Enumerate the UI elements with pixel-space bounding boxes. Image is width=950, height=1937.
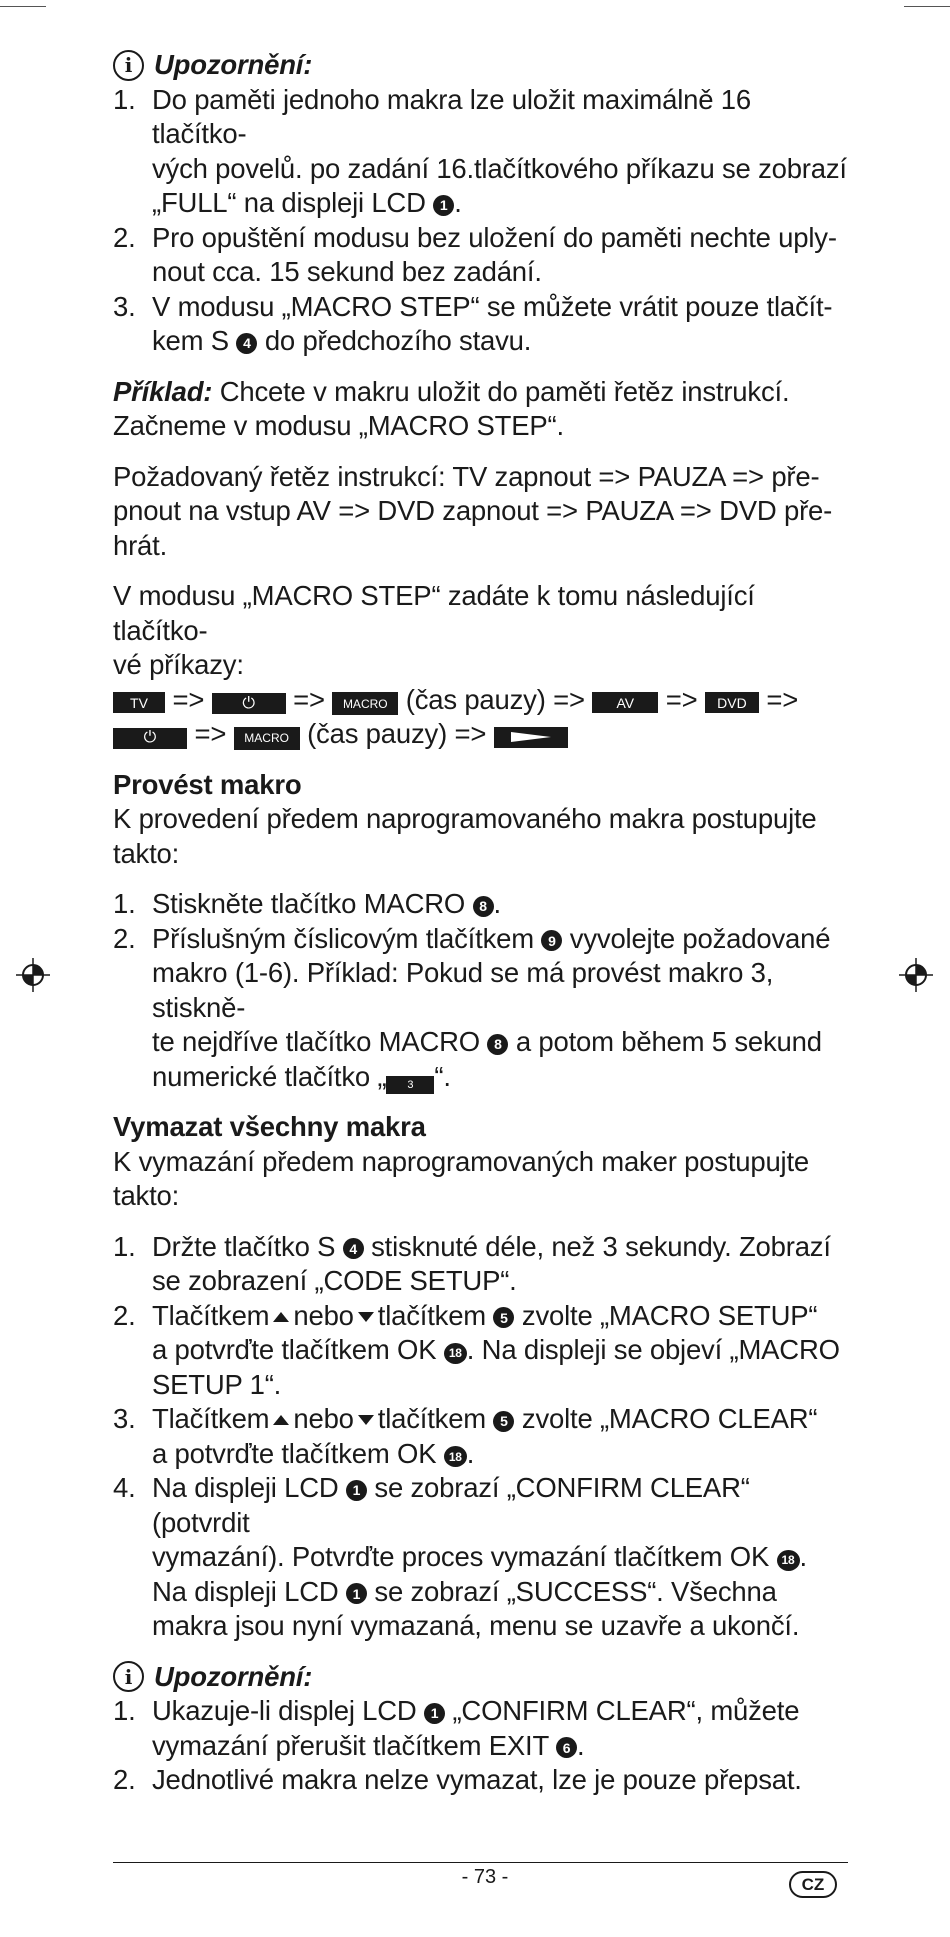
- note-heading-2: [113, 1660, 848, 1695]
- macro-key-icon: MACRO: [234, 727, 300, 750]
- av-key-icon: AV: [592, 692, 658, 713]
- play-key-icon: [494, 727, 568, 748]
- list-item: 2. Jednotlivé makra nelze vymazat, lze je pouze přepsat.: [113, 1764, 802, 1795]
- list-item: 1. Stiskněte tlačítko MACRO 8 .: [113, 888, 501, 919]
- page-content: [113, 48, 848, 1798]
- run-macro-intro: K provedení předem naprogramovaného makra postupujte takto:: [113, 803, 817, 869]
- ref-number-icon: 1: [433, 195, 454, 216]
- macro-step-paragraph: V modusu „MACRO STEP“ zadáte k tomu následující tlačítko- vé příkazy: TV => ⏻ => MACRO (čas pauzy) => AV => DVD => ⏻ => MACRO (čas pauzy) =>: [113, 580, 799, 749]
- clear-macros-list: [113, 1230, 848, 1644]
- list-item: 3. V modusu „MACRO STEP“ se můžete vrátit pouze tlačít- kem S 4 do předchozího stavu.: [113, 290, 833, 356]
- ref-number-icon: 1: [424, 1703, 445, 1724]
- example-label: Příklad:: [113, 375, 213, 407]
- ref-number-icon: 1: [346, 1480, 367, 1501]
- ref-number-icon: 4: [236, 333, 257, 354]
- info-icon: i: [113, 1661, 144, 1692]
- list-item: 1. Držte tlačítko S 4 stisknuté déle, než 3 sekundy. Zobrazí se zobrazení „CODE SETUP“.: [113, 1230, 831, 1296]
- list-item: 1. Ukazuje-li displej LCD 1 „CONFIRM CLEAR“, můžete vymazání přerušit tlačítkem EXIT 6 .: [113, 1695, 800, 1761]
- info-icon: i: [113, 50, 144, 81]
- ref-number-icon: 18: [444, 1446, 467, 1467]
- ref-number-icon: 18: [444, 1343, 467, 1364]
- chain-paragraph: Požadovaný řetěz instrukcí: TV zapnout => PAUZA => pře- pnout na vstup AV => DVD zapnout => PAUZA => DVD pře- hrát.: [113, 460, 833, 561]
- ref-number-icon: 6: [556, 1737, 577, 1758]
- crop-mark-left: [0, 6, 46, 7]
- tv-key-icon: TV: [113, 692, 165, 713]
- note-list-1: [113, 83, 848, 359]
- note-heading-1: [113, 48, 848, 83]
- ref-number-icon: 5: [493, 1307, 514, 1328]
- ref-number-icon: 8: [487, 1034, 508, 1055]
- crop-mark-right: [904, 6, 950, 7]
- run-macro-list: [113, 887, 848, 1094]
- list-item: 4. Na displeji LCD 1 se zobrazí „CONFIRM CLEAR“ (potvrdit vymazání). Potvrďte proces vymazání tlačítkem OK 18 . Na displeji LCD 1 se zobrazí „SUCCESS“. Všechna makra jsou nyní vymazaná, menu se uzavře a ukončí.: [113, 1472, 807, 1641]
- note-title: Upozornění:: [154, 1660, 313, 1692]
- example-paragraph: Příklad: Chcete v makru uložit do paměti řetěz instrukcí. Začneme v modusu „MACRO STEP“.: [113, 375, 790, 441]
- power-key-icon: ⏻: [113, 728, 187, 749]
- registration-mark-right-icon: [899, 958, 933, 992]
- ref-number-icon: 4: [343, 1238, 364, 1259]
- note-title: Upozornění:: [154, 49, 313, 80]
- ref-number-icon: 8: [473, 896, 494, 917]
- list-item: 3. Tlačítkem nebo tlačítkem 5 zvolte „MACRO CLEAR“ a potvrďte tlačítkem OK 18 .: [113, 1403, 818, 1469]
- ref-number-icon: 5: [493, 1411, 514, 1432]
- arrow-up-icon: [273, 1312, 289, 1322]
- list-item: 2. Pro opuštění modusu bez uložení do paměti nechte uply- nout cca. 15 sekund bez zadání.: [113, 221, 837, 287]
- registration-mark-left-icon: [16, 958, 50, 992]
- note-list-2: [113, 1694, 848, 1798]
- ref-number-icon: 18: [777, 1550, 800, 1571]
- arrow-down-icon: [358, 1312, 374, 1322]
- list-item: 1. Do paměti jednoho makra lze uložit maximálně 16 tlačítko- vých povelů. po zadání 16.tlačítkového příkazu se zobrazí „FULL“ na displeji LCD 1 .: [113, 83, 847, 218]
- list-item: 2. Příslušným číslicovým tlačítkem 9 vyvolejte požadované makro (1-6). Příklad: Pokud se má provést makro 3, stiskně- te nejdříve tlačítko MACRO 8 a potom během 5 sekund numerické tlačítko „ 3 “.: [113, 922, 848, 1095]
- section-heading-clear-macros: Vymazat všechny makra: [113, 1111, 426, 1142]
- macro-key-icon: MACRO: [332, 692, 398, 715]
- page-number: - 73 -: [461, 1866, 509, 1888]
- dvd-key-icon: DVD: [705, 692, 759, 713]
- footer-rule: [113, 1862, 848, 1863]
- clear-macros-intro: K vymazání předem naprogramovaných maker postupujte takto:: [113, 1145, 809, 1211]
- ref-number-icon: 9: [541, 930, 562, 951]
- arrow-down-icon: [358, 1415, 374, 1425]
- power-key-icon: ⏻: [212, 693, 286, 714]
- ref-number-icon: 1: [346, 1583, 367, 1604]
- language-badge: CZ: [789, 1871, 837, 1898]
- three-key-icon: 3: [386, 1076, 434, 1094]
- list-item: 2. Tlačítkem nebo tlačítkem 5 zvolte „MACRO SETUP“ a potvrďte tlačítkem OK 18 . Na displeji se objeví „MACRO SETUP 1“.: [113, 1299, 840, 1400]
- section-heading-run-macro: Provést makro: [113, 768, 302, 800]
- arrow-up-icon: [273, 1415, 289, 1425]
